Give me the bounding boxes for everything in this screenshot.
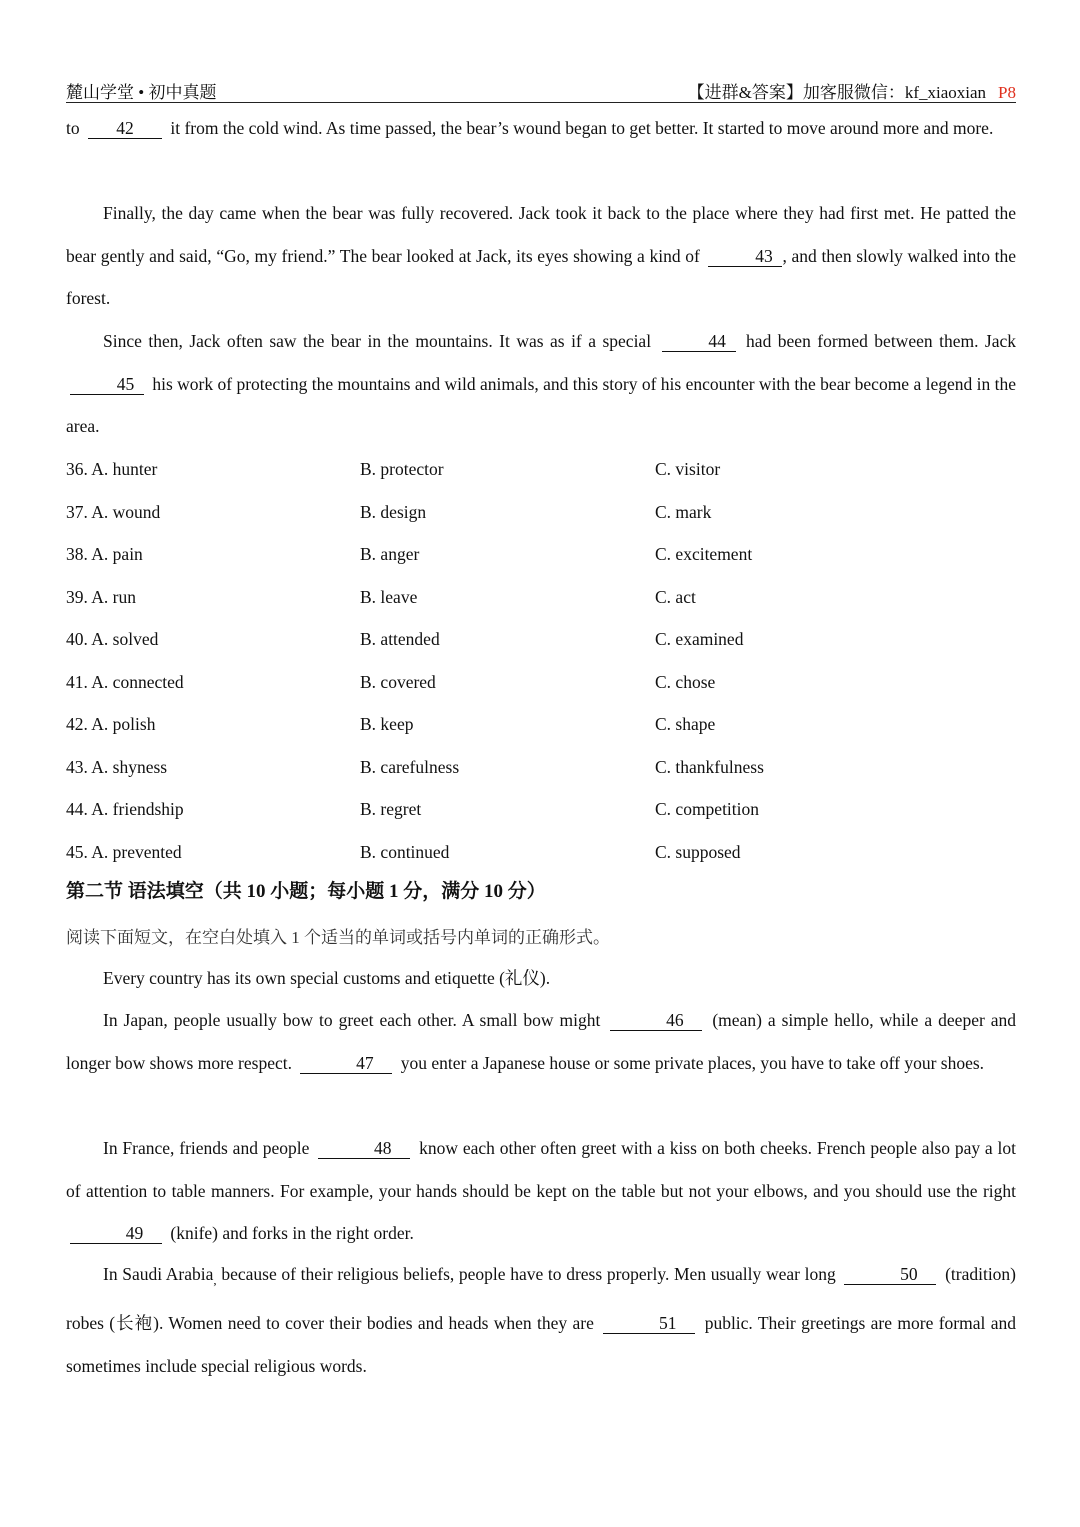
blank-48: 48 <box>318 1138 410 1159</box>
text: you enter a Japanese house or some private places, you have to take off your shoes. <box>400 1052 985 1073</box>
option-c: C. competition <box>655 799 760 819</box>
option-b: B. design <box>360 501 427 522</box>
blank-50: 50 <box>844 1264 936 1285</box>
blank-47: 47 <box>300 1053 392 1074</box>
option-b: B. keep <box>360 714 414 734</box>
answer-options <box>66 448 1016 873</box>
option-row <box>66 831 1016 874</box>
option-b: B. carefulness <box>360 756 460 777</box>
passage2-intro: Every country has its own special customs and etiquette (礼仪). <box>103 968 551 988</box>
text: his work of protecting the mountains and wild animals, and this story of his encounter with the bear become a legend in the area. <box>66 373 1016 436</box>
option-a: 40. A. solved <box>66 629 159 649</box>
option-a: 44. A. friendship <box>66 799 184 819</box>
option-b: B. regret <box>360 799 422 819</box>
option-b: B. protector <box>360 459 444 479</box>
blank-45: 45 <box>70 374 144 395</box>
option-c: C. supposed <box>655 841 741 862</box>
text: In Japan, people usually bow to greet each other. A small bow might <box>103 1010 601 1030</box>
option-b: B. attended <box>360 629 440 649</box>
option-row <box>66 491 1016 534</box>
text: In Saudi Arabia <box>103 1264 214 1284</box>
option-a: 41. A. connected <box>66 671 184 692</box>
text: had been formed between them. Jack <box>746 331 1017 351</box>
header-source: 麓山学堂 • 初中真题 <box>66 83 217 102</box>
option-c: C. mark <box>655 501 712 522</box>
option-row <box>66 661 1016 704</box>
header-contact <box>688 78 1016 103</box>
option-a: 36. A. hunter <box>66 459 158 479</box>
text: (knife) and forks in the right order. <box>170 1223 414 1243</box>
passage2-france <box>66 1127 1016 1255</box>
option-row <box>66 788 1016 831</box>
text: know each other often greet with a kiss on both cheeks. French people also pay a lot of attention to table manners. For example, your hands should be kept on the table but not your elbows, and you should use the right <box>66 1138 1017 1201</box>
text: , and then slowly walked into the forest. <box>66 245 1017 308</box>
option-c: C. shape <box>655 714 716 734</box>
passage1-paragraph-1 <box>66 107 1016 150</box>
text: Since then, Jack often saw the bear in the mountains. It was as if a special <box>103 331 652 351</box>
option-b: B. anger <box>360 544 420 564</box>
option-row <box>66 746 1016 789</box>
option-row <box>66 618 1016 661</box>
option-c: C. chose <box>655 671 716 692</box>
option-c: C. excitement <box>655 544 753 564</box>
header-contact-text: 【进群&答案】加客服微信：kf_xiaoxian <box>687 83 987 102</box>
option-row <box>66 703 1016 746</box>
blank-42: 42 <box>88 118 162 139</box>
page-number: P8 <box>998 83 1016 102</box>
blank-44: 44 <box>662 331 736 352</box>
option-b: B. covered <box>360 671 436 692</box>
option-row <box>66 448 1016 491</box>
text: In France, friends and people <box>103 1138 310 1158</box>
option-c: C. act <box>655 586 696 607</box>
page-header <box>66 76 1016 103</box>
passage1-paragraph-2 <box>66 192 1016 320</box>
option-c: C. visitor <box>655 459 721 479</box>
blank-51: 51 <box>603 1313 695 1334</box>
section-instruction: 阅读下面短文，在空白处填入 1 个适当的单词或括号内单词的正确形式。 <box>66 928 610 947</box>
option-row <box>66 576 1016 619</box>
option-a: 38. A. pain <box>66 544 143 564</box>
option-a: 43. A. shyness <box>66 756 168 777</box>
blank-43: 43 <box>708 246 782 267</box>
text: Finally, the day came when the bear was fully recovered. Jack took it back to the place where they had first met. He patted the bear gently and said, “Go, my friend.” The bear looked at Jack, its eyes showing a kind of <box>66 203 1016 266</box>
passage2-saudi <box>66 1253 1016 1387</box>
text: (mean) a simple hello, while a deeper and longer bow shows more respect. <box>66 1010 1017 1073</box>
blank-49: 49 <box>70 1223 162 1244</box>
stray-comma: , <box>213 1272 217 1288</box>
option-c: C. examined <box>655 629 744 649</box>
option-a: 42. A. polish <box>66 714 156 734</box>
blank-46: 46 <box>610 1010 702 1031</box>
text: it from the cold wind. As time passed, the bear’s wound began to get better. It started to move around more and more. <box>170 118 994 138</box>
option-c: C. thankfulness <box>655 756 764 777</box>
passage1-paragraph-3 <box>66 320 1016 448</box>
text: because of their religious beliefs, people have to dress properly. Men usually wear long <box>221 1264 836 1284</box>
option-a: 39. A. run <box>66 586 136 607</box>
option-b: B. leave <box>360 586 418 607</box>
text: (tradition) robes (长袍). Women need to cover their bodies and heads when they are <box>66 1264 1017 1333</box>
text: public. Their greetings are more formal and sometimes include special religious words. <box>66 1313 1017 1376</box>
option-a: 37. A. wound <box>66 501 161 522</box>
option-b: B. continued <box>360 841 450 862</box>
text: to <box>66 118 80 138</box>
option-row <box>66 533 1016 576</box>
option-a: 45. A. prevented <box>66 841 182 862</box>
section-title: 第二节 语法填空（共 10 小题；每小题 1 分，满分 10 分） <box>66 881 546 902</box>
passage2-japan <box>66 999 1016 1084</box>
